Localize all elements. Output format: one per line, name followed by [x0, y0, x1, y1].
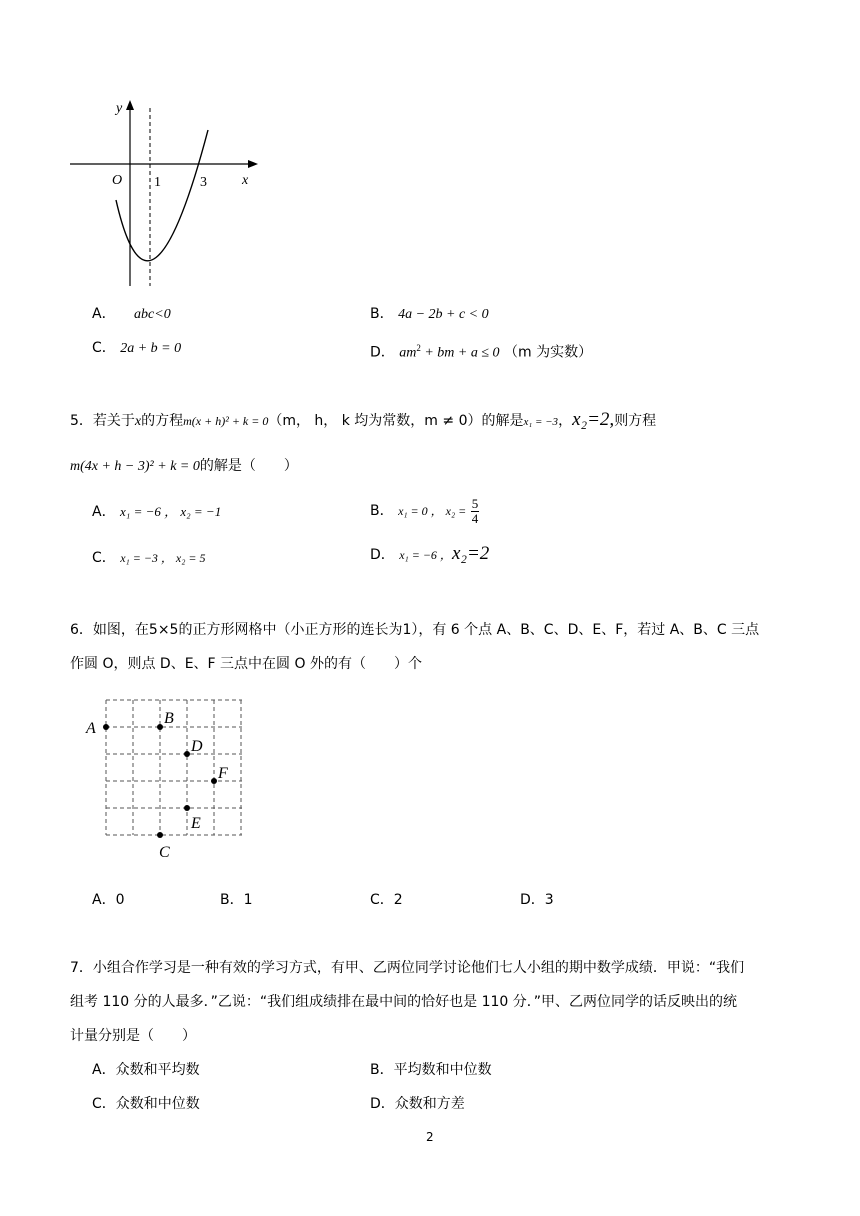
y-axis-label: y	[116, 101, 123, 116]
point-b	[157, 724, 163, 730]
option-expr-sup: 2	[416, 343, 421, 353]
parabola-graph	[60, 90, 270, 295]
q4-option-c[interactable]	[92, 338, 181, 359]
option-expr-post: + bm + a ≤ 0	[420, 345, 500, 361]
q5-option-b[interactable]	[370, 494, 479, 528]
option-expr: x₁ = −3 ， x₂ = 5	[120, 551, 206, 565]
q7-option-d[interactable]: D．众数和方差	[370, 1096, 465, 1112]
tick-3-label: 3	[200, 175, 207, 190]
q7-stem-line1: 7．小组合作学习是一种有效的学习方式，有甲、乙两位同学讨论他们七人小组的期中数学成绩．甲说：“我们	[70, 960, 745, 976]
option-expr: 4a − 2b + c < 0	[398, 307, 489, 322]
q5-option-d[interactable]	[370, 544, 489, 565]
label-b: B	[164, 710, 174, 727]
option-expr: x₁ = −6 ， x₂ = −1	[120, 504, 222, 519]
point-e	[184, 805, 190, 811]
q7-option-a[interactable]: A．众数和平均数	[92, 1062, 200, 1078]
q4-option-b[interactable]	[370, 304, 489, 325]
label-d: D	[191, 738, 203, 755]
option-note: （m 为实数）	[504, 344, 593, 361]
q6-option-b[interactable]: B．1	[220, 892, 253, 908]
option-expr: 2a + b = 0	[120, 341, 182, 356]
option-label: B．	[370, 306, 394, 322]
q4-option-a[interactable]	[92, 304, 171, 325]
point-f	[211, 778, 217, 784]
option-expr: abc<0	[134, 307, 171, 322]
q4-option-d[interactable]	[370, 338, 592, 364]
q7-stem-line3: 计量分别是（ ）	[70, 1028, 196, 1044]
grid-figure	[80, 690, 260, 870]
q5-stem-line1: 5．若关于x的方程m(x + h)² + k = 0（m， h， k 均为常数，m ≠ 0）的解是x₁ = −3，x₂=2,则方程	[70, 409, 657, 430]
q6-option-a[interactable]: A．0	[92, 892, 125, 908]
option-label: D．	[370, 344, 395, 361]
label-f: F	[218, 765, 228, 782]
option-label: C．	[92, 340, 116, 356]
page-number: 2	[426, 1130, 434, 1144]
q5-option-a[interactable]	[92, 502, 221, 522]
point-d	[184, 751, 190, 757]
q5-option-c[interactable]	[92, 548, 206, 568]
q6-stem-line1: 6．如图，在5×5的正方形网格中（小正方形的连长为1），有 6 个点 A、B、C、D、E、F，若过 A、B、C 三点	[70, 622, 760, 638]
point-a	[103, 724, 109, 730]
q7-stem-line2: 组考 110 分的人最多．”乙说：“我们组成绩排在最中间的恰好也是 110 分．”甲、乙两位同学的话反映出的统	[70, 994, 738, 1010]
q6-option-c[interactable]: C．2	[370, 892, 403, 908]
option-expr: x₁ = 0 ， x₂ =	[398, 504, 467, 518]
q5-stem-line2: m(4x + h − 3)² + k = 0的解是（ ）	[70, 458, 298, 474]
q6-stem-line2: 作圆 O，则点 D、E、F 三点中在圆 O 外的有（ ）个	[70, 656, 422, 672]
q7-option-c[interactable]: C．众数和中位数	[92, 1096, 200, 1112]
option-label: A．	[92, 504, 116, 520]
q6-option-d[interactable]: D．3	[520, 892, 554, 908]
option-label: C．	[92, 550, 116, 566]
point-c	[157, 832, 163, 838]
option-expr-big: x₂=2	[451, 543, 490, 564]
fraction-5-4: $\frac{5}{4}$	[471, 495, 479, 526]
option-label: B．	[370, 503, 394, 519]
option-label: A．	[92, 306, 116, 322]
label-c: C	[159, 844, 170, 861]
label-a: A	[86, 720, 96, 737]
x-axis-label: x	[242, 173, 249, 188]
option-expr: x₁ = −6 ，	[399, 548, 452, 562]
origin-label: O	[112, 173, 123, 188]
tick-1-label: 1	[154, 175, 161, 190]
option-label: D．	[370, 547, 395, 563]
q7-option-b[interactable]: B．平均数和中位数	[370, 1062, 492, 1078]
label-e: E	[191, 815, 201, 832]
option-expr-pre: am	[399, 345, 417, 361]
